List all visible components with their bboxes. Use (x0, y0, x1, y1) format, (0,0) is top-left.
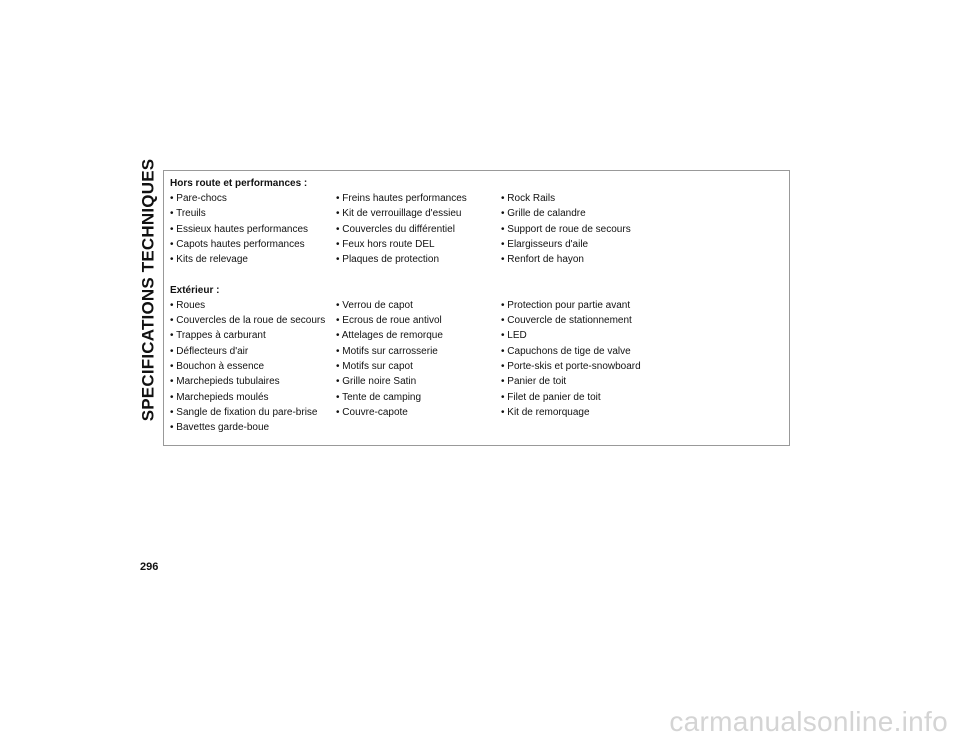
list-item: • Couvercles de la roue de secours (170, 315, 326, 327)
list-item (336, 420, 501, 435)
list-item: • Trappes à carburant (170, 330, 266, 342)
table-row (170, 359, 789, 374)
list-item: • Couvercle de stationnement (501, 315, 632, 327)
list-item: • Grille noire Satin (336, 376, 417, 388)
table-row (170, 328, 789, 343)
table-row (170, 298, 789, 313)
list-item: • Grille de calandre (501, 208, 586, 220)
list-item: • Ecrous de roue antivol (336, 315, 442, 327)
list-item: • LED (501, 330, 527, 342)
list-item: • Kit de remorquage (501, 406, 590, 418)
list-item: • Capots hautes performances (170, 238, 305, 250)
table-row (170, 344, 789, 359)
list-item: • Déflecteurs d'air (170, 345, 249, 357)
section-title-exterior: Extérieur : (170, 284, 220, 296)
list-item: • Freins hautes performances (336, 193, 467, 204)
list-item (501, 420, 701, 435)
list-item: • Treuils (170, 208, 206, 220)
section-spacer (170, 267, 789, 282)
chapter-side-title (138, 158, 158, 422)
watermark: carmanualsonline.info (669, 706, 948, 737)
list-item: • Feux hors route DEL (336, 238, 435, 250)
table-row (170, 390, 789, 405)
list-item: • Renfort de hayon (501, 254, 584, 266)
list-item: • Kit de verrouillage d'essieu (336, 208, 462, 220)
list-item: • Bavettes garde-boue (170, 422, 270, 434)
list-item: • Panier de toit (501, 376, 567, 388)
list-item: • Sangle de fixation du pare-brise (170, 406, 318, 418)
table-row (170, 206, 789, 221)
list-item: • Filet de panier de toit (501, 391, 601, 403)
list-item: • Tente de camping (336, 391, 422, 403)
table-row (170, 222, 789, 237)
list-item: • Attelages de remorque (336, 330, 443, 342)
list-item: • Porte-skis et porte-snowboard (501, 360, 641, 372)
list-item: • Kits de relevage (170, 254, 248, 266)
list-item: • Essieux hautes performances (170, 223, 309, 235)
list-item: • Protection pour partie avant (501, 299, 631, 311)
list-item: • Motifs sur carrosserie (336, 345, 438, 357)
list-item: • Couvercles du différentiel (336, 223, 455, 235)
accessories-box (163, 170, 790, 446)
list-item: • Support de roue de secours (501, 223, 631, 235)
list-item: • Motifs sur capot (336, 360, 413, 372)
table-row (170, 313, 789, 328)
page-number: 296 (140, 561, 159, 573)
section-title-offroad: Hors route et performances : (170, 178, 308, 189)
chapter-side-title-text: SPECIFICATIONS TECHNIQUES (138, 158, 158, 422)
list-item: • Roues (170, 299, 206, 311)
list-item: • Capuchons de tige de valve (501, 345, 631, 357)
list-item: • Marchepieds moulés (170, 391, 269, 403)
table-row (170, 191, 789, 206)
list-item: • Pare-chocs (170, 193, 227, 204)
table-row (170, 420, 789, 435)
table-row (170, 252, 789, 267)
list-item: • Marchepieds tubulaires (170, 376, 280, 388)
table-row (170, 374, 789, 389)
list-item: • Rock Rails (501, 193, 556, 204)
list-item: • Bouchon à essence (170, 360, 265, 372)
table-row (170, 237, 789, 252)
list-item: • Verrou de capot (336, 299, 413, 311)
table-row (170, 405, 789, 420)
list-item: • Couvre-capote (336, 406, 408, 418)
list-item: • Plaques de protection (336, 254, 440, 266)
list-item: • Elargisseurs d'aile (501, 238, 589, 250)
